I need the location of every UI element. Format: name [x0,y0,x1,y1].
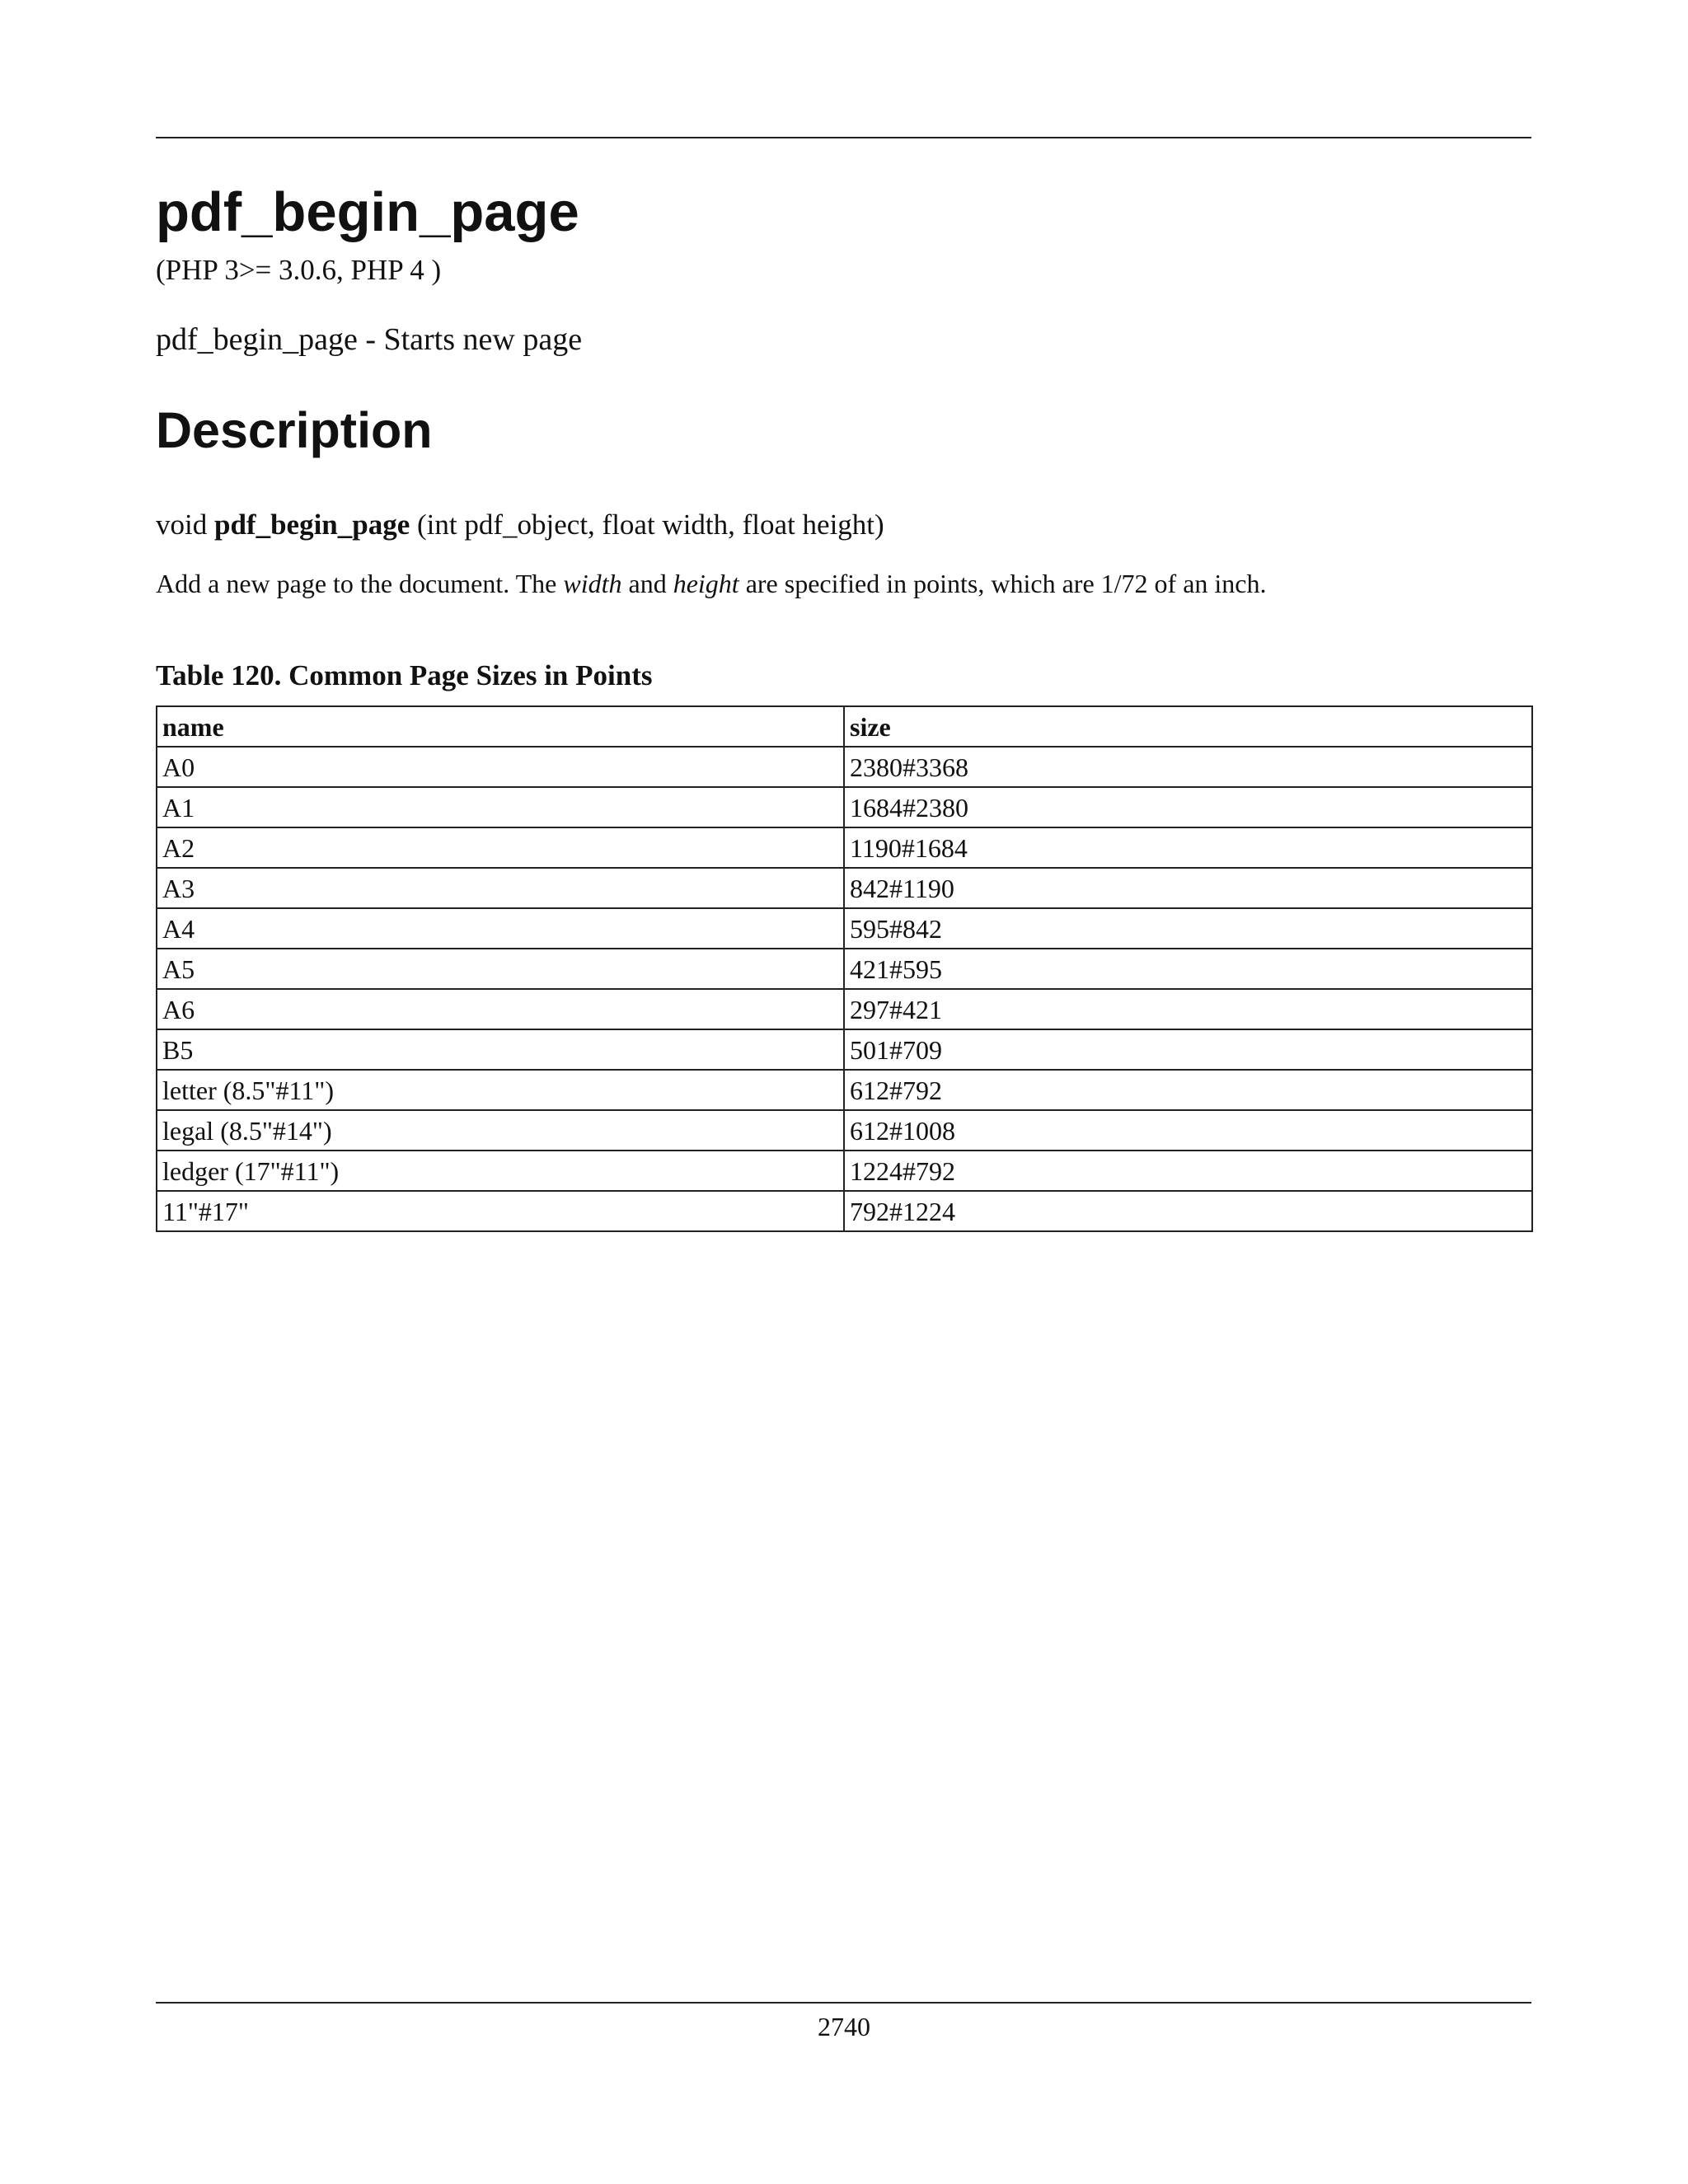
cell-name: A0 [157,747,844,787]
table-row [157,868,1532,908]
cell-name: A4 [157,908,844,949]
emphasis-height: height [673,569,739,598]
refname: pdf_begin_page [156,322,358,357]
cell-size: 2380#3368 [844,747,1532,787]
cell-size: 612#792 [844,1070,1532,1110]
table-row [157,989,1532,1029]
cell-name: A1 [157,787,844,827]
refpurpose-text: Starts new page [383,322,583,357]
cell-size: 612#1008 [844,1110,1532,1151]
refpurpose [156,322,582,359]
table-row [157,787,1532,827]
cell-size: 1190#1684 [844,827,1532,868]
description-paragraph [156,569,1266,599]
cell-size: 421#595 [844,949,1532,989]
cell-name: legal (8.5"#14") [157,1110,844,1151]
return-type: void [156,509,208,541]
cell-name: letter (8.5"#11") [157,1070,844,1110]
table-row [157,1029,1532,1070]
table-row [157,1070,1532,1110]
table-row [157,827,1532,868]
function-name: pdf_begin_page [213,509,410,541]
cell-name: A6 [157,989,844,1029]
table-row [157,1110,1532,1151]
cell-name: A2 [157,827,844,868]
paragraph-part: Add a new page to the document. The [156,569,564,598]
description-heading: Description [156,402,433,458]
cell-size: 501#709 [844,1029,1532,1070]
function-params: (int pdf_object, float width, float height) [417,509,884,541]
paragraph-part: are specified in points, which are 1/72 of an inch. [738,569,1267,598]
cell-name: A5 [157,949,844,989]
table-row [157,747,1532,787]
version-info: (PHP 3>= 3.0.6, PHP 4 ) [156,254,442,286]
table-header-row [157,706,1532,747]
cell-name: ledger (17"#11") [157,1151,844,1191]
function-synopsis [156,509,884,541]
cell-name: 11"#17" [157,1191,844,1231]
column-header-size: size [844,706,1532,747]
paragraph-part: and [621,569,673,598]
cell-name: A3 [157,868,844,908]
table-row [157,908,1532,949]
cell-size: 1684#2380 [844,787,1532,827]
emphasis-width: width [563,569,622,598]
page-title: pdf_begin_page [156,181,579,243]
top-rule [156,137,1531,138]
cell-name: B5 [157,1029,844,1070]
cell-size: 1224#792 [844,1151,1532,1191]
column-header-name: name [157,706,844,747]
page-number: 2740 [818,2012,870,2041]
table-row [157,1151,1532,1191]
page-sizes-table [156,705,1533,1232]
cell-size: 297#421 [844,989,1532,1029]
cell-size: 842#1190 [844,868,1532,908]
table-row [157,949,1532,989]
table-row [157,1191,1532,1231]
refpurpose-separator: - [357,322,384,357]
cell-size: 595#842 [844,908,1532,949]
cell-size: 792#1224 [844,1191,1532,1231]
table-title: Table 120. Common Page Sizes in Points [156,659,653,691]
bottom-rule [156,2002,1531,2004]
